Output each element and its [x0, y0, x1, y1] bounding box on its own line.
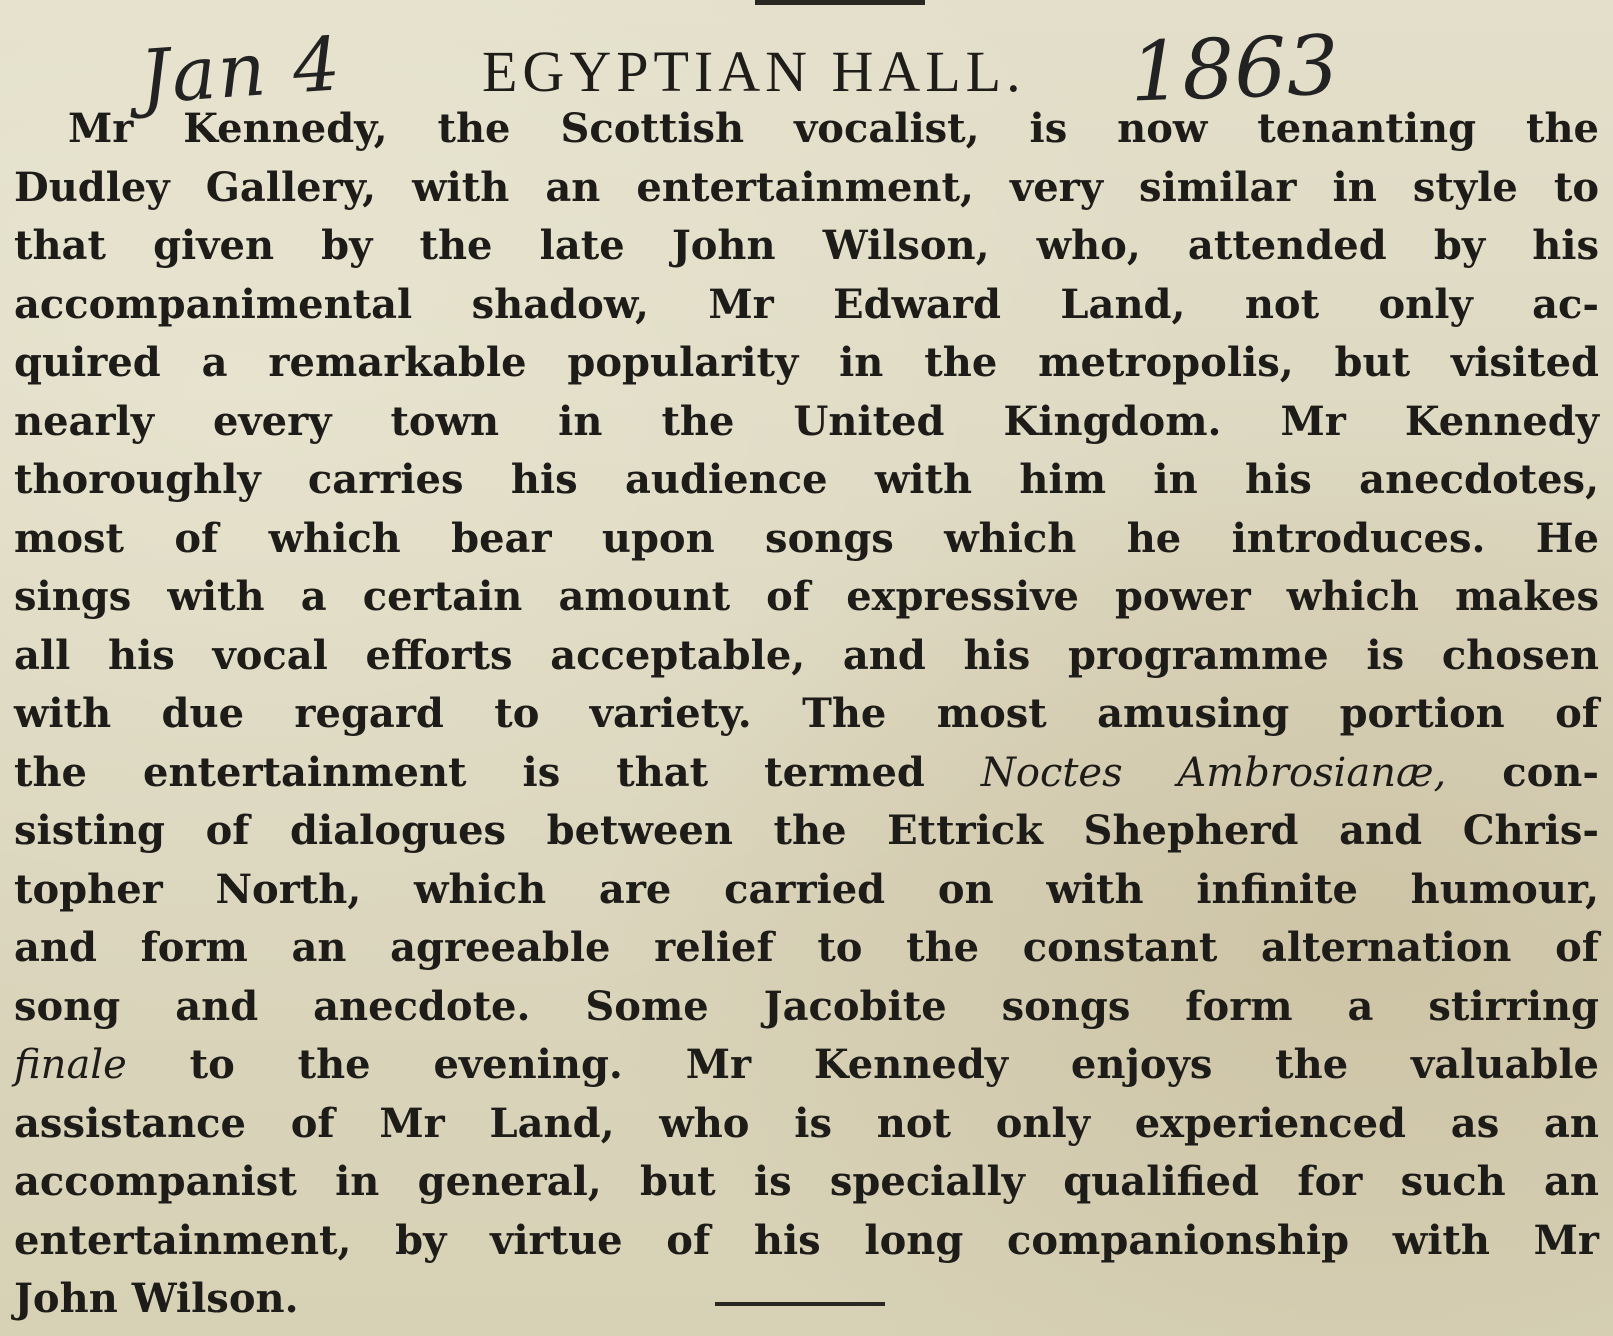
text-line: song and anecdote. Some Jacobite songs form a stirring [14, 982, 1599, 1030]
text-line: Mr Kennedy, the Scottish vocalist, is now tenanting the [68, 105, 1599, 152]
text-line: topher North, which are carried on with infinite humour, [14, 865, 1599, 913]
text-line: nearly every town in the United Kingdom. Mr Kennedy [14, 397, 1599, 445]
text-line: finale to the evening. Mr Kennedy enjoys the valuable [14, 1041, 1599, 1088]
text-line: sings with a certain amount of expressive power which makes [14, 573, 1599, 620]
text-line: Dudley Gallery, with an entertainment, very similar in style to [14, 163, 1599, 211]
text-line: all his vocal efforts acceptable, and his programme is chosen [14, 631, 1599, 679]
text-line: assistance of Mr Land, who is not only experienced as an [14, 1099, 1599, 1147]
text-line: thoroughly carries his audience with him in his anecdotes, [14, 456, 1599, 503]
bottom-rule [715, 1302, 885, 1306]
text-line: with due regard to variety. The most amusing portion of [14, 690, 1599, 737]
text-line: that given by the late John Wilson, who, attended by his [14, 222, 1599, 269]
text-line: quired a remarkable popularity in the metropolis, but visited [14, 339, 1599, 386]
text-line: sisting of dialogues between the Ettrick Shepherd and Chris- [14, 807, 1599, 854]
handwritten-year: 1863 [1128, 18, 1341, 121]
article-body [14, 100, 1599, 1329]
text-line: John Wilson. [14, 1275, 299, 1322]
headline: EGYPTIAN HALL. [482, 39, 1026, 104]
handwritten-date: Jan 4 [137, 21, 345, 121]
text-line: accompanist in general, but is specially qualified for such an [14, 1158, 1599, 1205]
text-line: and form an agreeable relief to the constant alternation of [14, 924, 1599, 971]
text-line: entertainment, by virtue of his long companionship with Mr [14, 1216, 1599, 1264]
top-rule [755, 0, 925, 5]
text-line: most of which bear upon songs which he introduces. He [14, 514, 1599, 562]
text-line: the entertainment is that termed Noctes Ambrosianæ, con- [14, 748, 1599, 796]
text-line: accompanimental shadow, Mr Edward Land, not only ac- [14, 280, 1599, 328]
